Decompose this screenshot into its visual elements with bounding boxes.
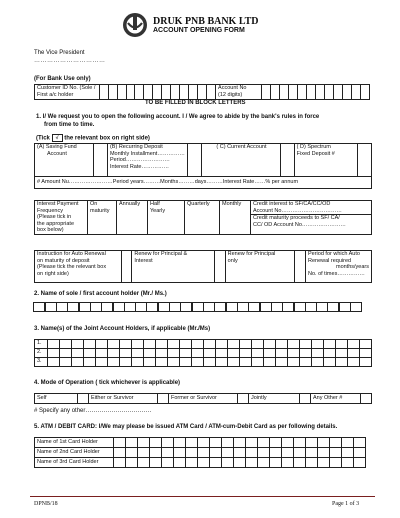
letter-box[interactable] (300, 349, 312, 358)
letter-box[interactable] (306, 438, 318, 448)
credit-interest-account[interactable]: Credit interest to SF/CA/CC/OD Account No…………………………… (251, 201, 372, 215)
letter-box[interactable] (312, 340, 324, 349)
card-holder-label: Name of 1st Card Holder (35, 438, 114, 448)
letter-box[interactable] (120, 349, 132, 358)
tick-instruction: (Tick √ the relevant box on right side) (36, 135, 150, 142)
letter-box[interactable] (237, 302, 249, 312)
letter-box[interactable] (162, 438, 174, 448)
joint-holder-number: 2. (35, 349, 48, 358)
letter-box[interactable] (354, 438, 366, 448)
letter-box[interactable] (45, 302, 57, 312)
auto-renewal-label: Instruction for Auto Renewal on maturity of deposit (Please tick the relevant box on right side) (35, 251, 122, 283)
letter-box[interactable] (156, 340, 168, 349)
letter-box[interactable] (138, 448, 150, 458)
addressee-dots: …………………………… (34, 58, 106, 64)
letter-box[interactable] (108, 349, 120, 358)
letter-box[interactable] (270, 438, 282, 448)
letter-box[interactable] (114, 448, 126, 458)
letter-box[interactable] (324, 349, 336, 358)
amount-line[interactable]: # Amount Nu……………………Period years………Months………days………Interest Rate……% per annum (35, 177, 372, 189)
letter-box[interactable] (150, 448, 162, 458)
letter-box[interactable] (180, 302, 192, 312)
letter-box[interactable] (180, 349, 192, 358)
letter-box[interactable] (144, 349, 156, 358)
half-yearly-option[interactable]: Half Yearly (148, 201, 185, 235)
letter-box[interactable] (342, 438, 354, 448)
letter-box[interactable] (336, 340, 348, 349)
letter-box[interactable] (146, 302, 158, 312)
renew-principal-only-option[interactable]: Renew for Principal only (225, 251, 295, 283)
letter-box[interactable] (226, 302, 238, 312)
letter-box[interactable] (124, 302, 136, 312)
letter-box[interactable] (240, 358, 252, 367)
letter-box[interactable] (90, 302, 102, 312)
letter-box[interactable] (120, 358, 132, 367)
letter-box[interactable] (240, 349, 252, 358)
joint-holder-number: 3. (35, 358, 48, 367)
letter-box[interactable] (174, 448, 186, 458)
letter-box[interactable] (318, 458, 330, 468)
letter-box[interactable] (282, 438, 294, 448)
mode-jointly[interactable]: Jointly (249, 394, 300, 404)
letter-box[interactable] (72, 349, 84, 358)
letter-box[interactable] (60, 349, 72, 358)
letter-box[interactable] (282, 448, 294, 458)
footer-divider (30, 496, 375, 497)
letter-box[interactable] (96, 340, 108, 349)
letter-box[interactable] (150, 438, 162, 448)
card-holders-table (34, 437, 366, 468)
letter-box[interactable] (174, 458, 186, 468)
credit-maturity-account[interactable]: Credit maturity proceeds to SF/ CA/ CC/ OD Account No…………………… (251, 215, 372, 235)
letter-box[interactable] (228, 349, 240, 358)
section5-label: 5. ATM / DEBIT CARD: I/We may please be issued ATM Card / ATM-cum-Debit Card as per following details. (34, 424, 338, 430)
letter-box[interactable] (312, 349, 324, 358)
letter-box[interactable] (246, 448, 258, 458)
letter-box[interactable] (339, 302, 351, 312)
bank-logo-icon (122, 12, 148, 38)
letter-box[interactable] (246, 458, 258, 468)
letter-box[interactable] (222, 448, 234, 458)
letter-box[interactable] (258, 458, 270, 468)
saving-fund-account-cell[interactable]: (A) Saving Fund Account (35, 144, 94, 177)
letter-box[interactable] (234, 458, 246, 468)
letter-box[interactable] (114, 458, 126, 468)
letter-box[interactable] (72, 340, 84, 349)
letter-box[interactable] (138, 458, 150, 468)
letter-box[interactable] (318, 438, 330, 448)
letter-box[interactable] (282, 302, 294, 312)
letter-box[interactable] (327, 302, 339, 312)
letter-box[interactable] (168, 358, 180, 367)
joint-holders-table (34, 339, 372, 367)
section2-label: 2. Name of sole / first account holder (Mr./ Ms.) (34, 291, 167, 297)
tick-icon: √ (52, 134, 63, 142)
letter-box[interactable] (222, 438, 234, 448)
interest-payment-table (34, 200, 372, 235)
letter-box[interactable] (348, 340, 360, 349)
letter-box[interactable] (246, 438, 258, 448)
letter-box[interactable] (234, 448, 246, 458)
letter-box[interactable] (216, 358, 228, 367)
mode-either-or-survivor[interactable]: Either or Survivor (89, 394, 158, 404)
letter-box[interactable] (342, 458, 354, 468)
letter-box[interactable] (282, 458, 294, 468)
letter-box[interactable] (276, 358, 288, 367)
letter-box[interactable] (101, 302, 113, 312)
auto-renewal-table (34, 250, 372, 283)
letter-box[interactable] (276, 349, 288, 358)
letter-box[interactable] (203, 302, 215, 312)
letter-box[interactable] (348, 349, 360, 358)
letter-box[interactable] (330, 448, 342, 458)
account-no-label: Account No (12 digits) (216, 85, 262, 100)
letter-box[interactable] (248, 302, 260, 312)
letter-box[interactable] (96, 349, 108, 358)
letter-box[interactable] (33, 302, 45, 312)
letter-box[interactable] (186, 458, 198, 468)
letter-box[interactable] (138, 438, 150, 448)
section3-label: 3. Name(s) of the Joint Account Holders, if applicable (Mr./Ms) (34, 326, 211, 332)
specify-other: # Specify any other…………………………… (34, 408, 152, 414)
renewal-period-field[interactable]: Period for which Auto Renewal required months/years No. of times…………… (305, 251, 371, 283)
bank-use-table (34, 84, 370, 100)
letter-box[interactable] (348, 358, 360, 367)
letter-box[interactable] (168, 349, 180, 358)
letter-box[interactable] (67, 302, 79, 312)
letter-box[interactable] (126, 448, 138, 458)
letter-box[interactable] (264, 340, 276, 349)
letter-box[interactable] (108, 340, 120, 349)
letter-box[interactable] (252, 349, 264, 358)
letter-box[interactable] (252, 340, 264, 349)
letter-box[interactable] (258, 448, 270, 458)
letter-box[interactable] (180, 358, 192, 367)
monthly-option[interactable]: Monthly (220, 201, 251, 235)
letter-box[interactable] (132, 358, 144, 367)
current-account-cell[interactable]: ( C) Current Account (202, 144, 280, 177)
letter-box[interactable] (222, 458, 234, 468)
letter-box[interactable] (198, 458, 210, 468)
letter-box[interactable] (324, 340, 336, 349)
letter-box[interactable] (258, 438, 270, 448)
letter-box[interactable] (228, 340, 240, 349)
letter-box[interactable] (108, 358, 120, 367)
quarterly-option[interactable]: Quarterly (185, 201, 220, 235)
letter-box[interactable] (56, 302, 68, 312)
letter-box[interactable] (180, 340, 192, 349)
letter-box[interactable] (288, 349, 300, 358)
letter-box[interactable] (204, 349, 216, 358)
letter-box[interactable] (162, 458, 174, 468)
letter-box[interactable] (306, 458, 318, 468)
letter-box[interactable] (342, 448, 354, 458)
letter-box[interactable] (276, 340, 288, 349)
letter-box[interactable] (324, 358, 336, 367)
letter-box[interactable] (330, 458, 342, 468)
letter-box[interactable] (60, 358, 72, 367)
letter-box[interactable] (354, 458, 366, 468)
letter-box[interactable] (270, 458, 282, 468)
letter-box[interactable] (84, 340, 96, 349)
letter-box[interactable] (60, 340, 72, 349)
letter-box[interactable] (228, 358, 240, 367)
letter-box[interactable] (168, 340, 180, 349)
letter-box[interactable] (144, 340, 156, 349)
letter-box[interactable] (135, 302, 147, 312)
letter-box[interactable] (114, 438, 126, 448)
mode-any-other[interactable]: Any Other # (311, 394, 361, 404)
letter-box[interactable] (216, 340, 228, 349)
letter-box[interactable] (336, 358, 348, 367)
letter-box[interactable] (260, 302, 272, 312)
recurring-deposit-cell[interactable]: (B) Recurring Deposit Monthly Installment…………… Period…………………… Interest Rate…………… (107, 144, 187, 177)
letter-box[interactable] (96, 358, 108, 367)
letter-box[interactable] (336, 349, 348, 358)
letter-box[interactable] (132, 349, 144, 358)
letter-box[interactable] (192, 302, 204, 312)
letter-box[interactable] (234, 438, 246, 448)
letter-box[interactable] (84, 358, 96, 367)
letter-box[interactable] (144, 358, 156, 367)
letter-box[interactable] (360, 349, 372, 358)
addressee: The Vice President (34, 50, 85, 56)
letter-box[interactable] (294, 302, 306, 312)
letter-box[interactable] (150, 458, 162, 468)
letter-box[interactable] (204, 340, 216, 349)
letter-box[interactable] (294, 458, 306, 468)
letter-box[interactable] (288, 340, 300, 349)
account-type-table (34, 143, 372, 189)
letter-box[interactable] (126, 458, 138, 468)
letter-box[interactable] (198, 438, 210, 448)
letter-box[interactable] (216, 349, 228, 358)
letter-box[interactable] (312, 358, 324, 367)
letter-box[interactable] (120, 340, 132, 349)
letter-box[interactable] (264, 358, 276, 367)
letter-box[interactable] (271, 302, 283, 312)
letter-box[interactable] (48, 349, 60, 358)
letter-box[interactable] (240, 340, 252, 349)
letter-box[interactable] (350, 302, 362, 312)
mode-self[interactable]: Self (35, 394, 78, 404)
letter-box[interactable] (192, 349, 204, 358)
letter-box[interactable] (162, 448, 174, 458)
letter-box[interactable] (198, 448, 210, 458)
footer-form-code: DPNB/18 (34, 501, 58, 507)
bank-name: DRUK PNB BANK LTD (153, 16, 259, 27)
section1-request-line2: from time to time. (44, 122, 95, 128)
letter-box[interactable] (264, 349, 276, 358)
letter-box[interactable] (300, 358, 312, 367)
letter-box[interactable] (72, 358, 84, 367)
letter-box[interactable] (192, 340, 204, 349)
letter-box[interactable] (156, 349, 168, 358)
letter-box[interactable] (79, 302, 91, 312)
letter-box[interactable] (156, 358, 168, 367)
letter-box[interactable] (204, 358, 216, 367)
letter-box[interactable] (306, 448, 318, 458)
sole-holder-name-boxes[interactable] (34, 302, 362, 312)
letter-box[interactable] (84, 349, 96, 358)
letter-box[interactable] (270, 448, 282, 458)
letter-box[interactable] (132, 340, 144, 349)
joint-holder-number: 1. (35, 340, 48, 349)
renew-principal-interest-option[interactable]: Renew for Principal & Interest (132, 251, 215, 283)
letter-box[interactable] (192, 358, 204, 367)
section1-request-line1: 1. I/ We request you to open the following account. I / We agree to abide by the bank's rules in force (36, 114, 320, 120)
mode-of-operation-table (34, 393, 372, 404)
letter-box[interactable] (354, 448, 366, 458)
footer-page-number: Page 1 of 3 (332, 501, 360, 507)
letter-box[interactable] (288, 358, 300, 367)
card-holder-label: Name of 2nd Card Holder (35, 448, 114, 458)
letter-box[interactable] (305, 302, 317, 312)
spectrum-fixed-deposit-cell[interactable]: ( D) Spectrum Fixed Deposit # (294, 144, 357, 177)
customer-id-label: Customer ID No. (Sole / First a/c holder (35, 85, 100, 100)
interest-payment-label: Interest Payment Frequency (Please tick in the appropriate box below) (35, 201, 88, 235)
mode-former-or-survivor[interactable]: Former or Survivor (169, 394, 238, 404)
letter-box[interactable] (214, 302, 226, 312)
account-no-box[interactable] (262, 85, 271, 100)
letter-box[interactable] (318, 448, 330, 458)
letter-box[interactable] (113, 302, 125, 312)
annually-option[interactable]: Annually (117, 201, 148, 235)
letter-box[interactable] (294, 438, 306, 448)
bank-use-heading: (For Bank Use only) (34, 76, 91, 82)
letter-box[interactable] (330, 438, 342, 448)
letter-box[interactable] (316, 302, 328, 312)
section4-label: 4. Mode of Operation ( tick whichever is applicable) (34, 380, 181, 386)
letter-box[interactable] (186, 438, 198, 448)
letter-box[interactable] (210, 458, 222, 468)
letter-box[interactable] (360, 358, 372, 367)
letter-box[interactable] (210, 438, 222, 448)
block-letters-note: TO BE FILLED IN BLOCK LETTERS (145, 100, 246, 106)
letter-box[interactable] (158, 302, 170, 312)
letter-box[interactable] (169, 302, 181, 312)
letter-box[interactable] (48, 358, 60, 367)
form-title: ACCOUNT OPENING FORM (153, 27, 245, 34)
letter-box[interactable] (126, 438, 138, 448)
letter-box[interactable] (300, 340, 312, 349)
letter-box[interactable] (48, 340, 60, 349)
letter-box[interactable] (186, 448, 198, 458)
letter-box[interactable] (294, 448, 306, 458)
letter-box[interactable] (174, 438, 186, 448)
on-maturity-option[interactable]: On maturity (88, 201, 117, 235)
customer-id-box[interactable] (99, 85, 108, 100)
letter-box[interactable] (210, 448, 222, 458)
card-holder-label: Name of 3rd Card Holder (35, 458, 114, 468)
letter-box[interactable] (252, 358, 264, 367)
letter-box[interactable] (360, 340, 372, 349)
